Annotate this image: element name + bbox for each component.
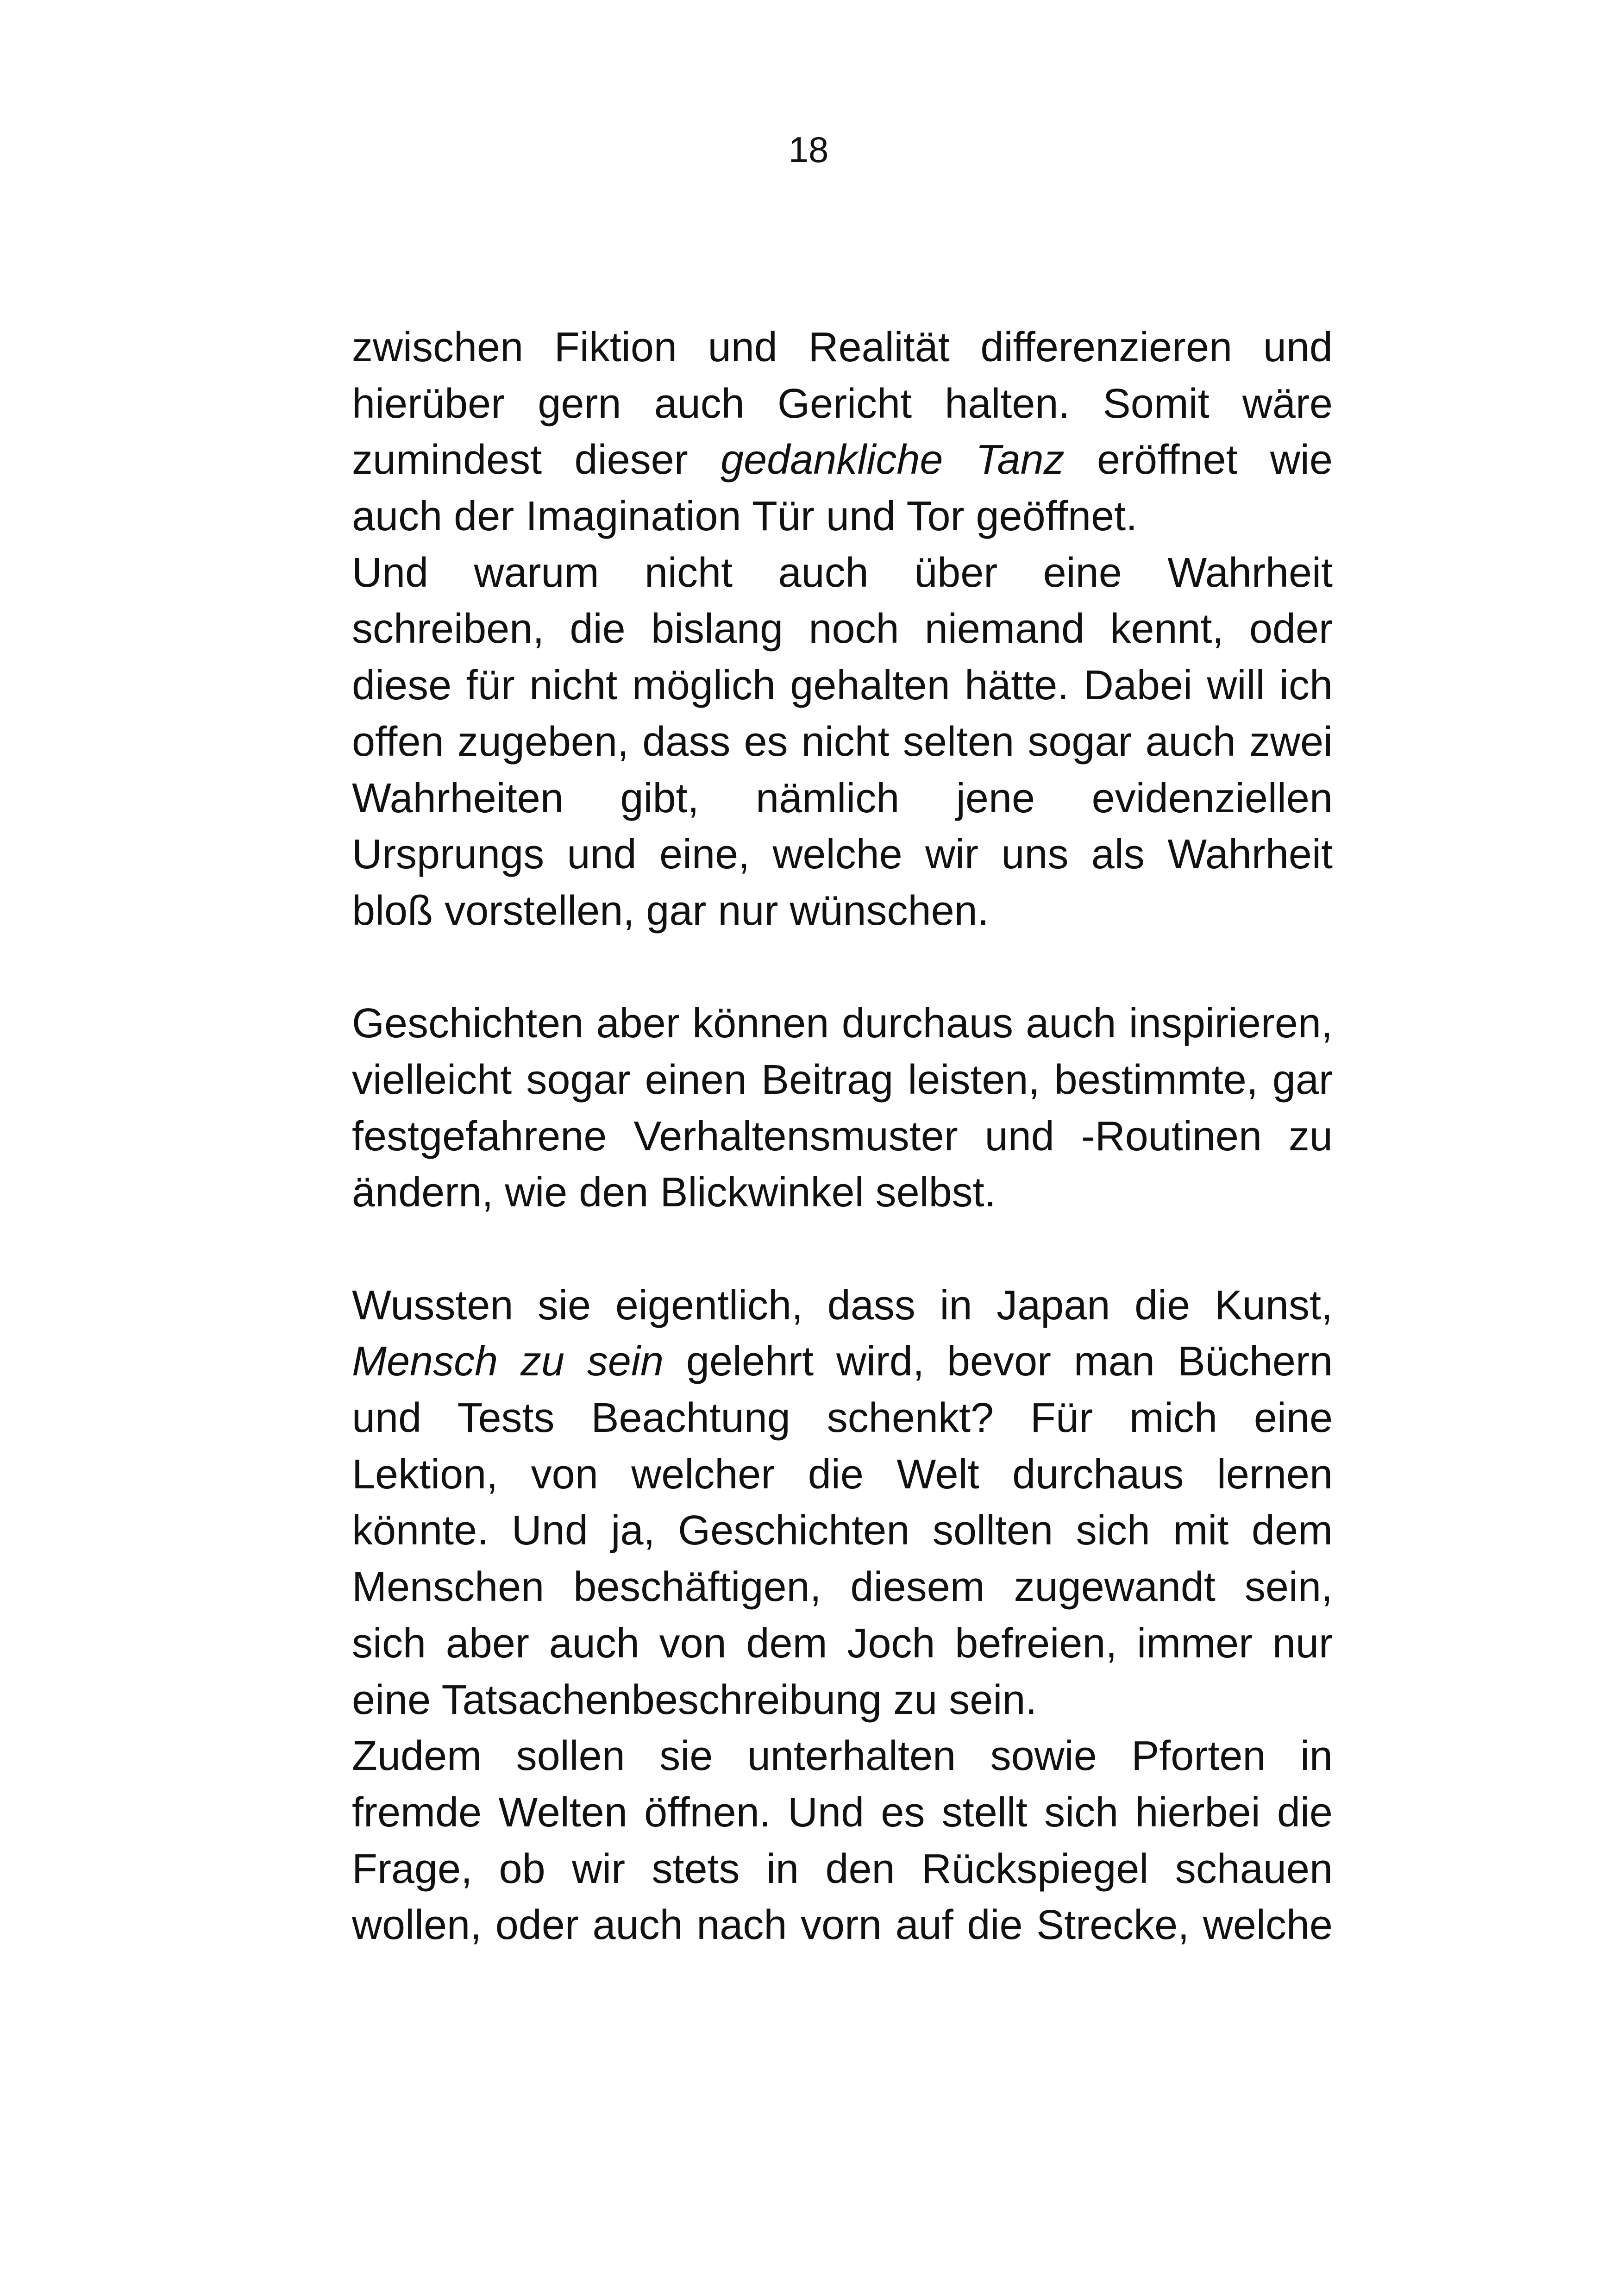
paragraph-gap — [352, 1221, 1333, 1278]
text-line: ändern, wie den Blickwinkel selbst. — [352, 1169, 996, 1216]
text-line: Ursprungs und eine, welche wir uns als Wahrheit — [352, 831, 1333, 878]
text-line: Geschichten aber können durchaus auch inspirieren, — [352, 1000, 1333, 1047]
text-line: Wahrheiten gibt, nämlich jene evidenziellen — [352, 775, 1333, 822]
paragraph — [352, 1278, 1333, 1729]
text-line: und Tests Beachtung schenkt? Für mich eine — [352, 1395, 1333, 1442]
paragraph-gap — [352, 940, 1333, 996]
text-line: festgefahrene Verhaltensmuster und -Routinen zu — [352, 1113, 1333, 1160]
page-number: 18 — [788, 129, 829, 170]
text-line: Mensch zu sein gelehrt wird, bevor man Büchern — [352, 1338, 1333, 1385]
text-line: Und warum nicht auch über eine Wahrheit — [352, 549, 1333, 596]
body-text — [352, 320, 1333, 1954]
text-line: sich aber auch von dem Joch befreien, immer nur — [352, 1620, 1333, 1667]
text-line: hierüber gern auch Gericht halten. Somit wäre — [352, 380, 1333, 427]
text-line: wollen, oder auch nach vorn auf die Strecke, welche — [352, 1902, 1333, 1949]
paragraph — [352, 320, 1333, 545]
text-line: Lektion, von welcher die Welt durchaus lernen — [352, 1451, 1333, 1498]
paragraph — [352, 1728, 1333, 1954]
text-line: Menschen beschäftigen, diesem zugewandt sein, — [352, 1564, 1333, 1611]
text-line: zwischen Fiktion und Realität differenzieren und — [352, 324, 1333, 370]
paragraph — [352, 545, 1333, 940]
text-line: Zudem sollen sie unterhalten sowie Pforten in — [352, 1733, 1333, 1780]
text-line: eine Tatsachenbeschreibung zu sein. — [352, 1676, 1037, 1723]
text-line: Wussten sie eigentlich, dass in Japan die Kunst, — [352, 1282, 1333, 1329]
text-line: diese für nicht möglich gehalten hätte. Dabei will ich — [352, 662, 1333, 709]
text-line: bloß vorstellen, gar nur wünschen. — [352, 887, 989, 934]
text-line: Frage, ob wir stets in den Rückspiegel schauen — [352, 1845, 1333, 1892]
text-line: fremde Welten öffnen. Und es stellt sich hierbei die — [352, 1789, 1333, 1836]
text-line: offen zugeben, dass es nicht selten sogar auch zwei — [352, 718, 1333, 765]
text-line: zumindest dieser gedankliche Tanz eröffnet wie — [352, 437, 1333, 483]
text-line: könnte. Und ja, Geschichten sollten sich mit dem — [352, 1507, 1333, 1554]
emphasis: gedankliche Tanz — [721, 437, 1065, 483]
text-line: vielleicht sogar einen Beitrag leisten, bestimmte, gar — [352, 1056, 1333, 1103]
text-line: schreiben, die bislang noch niemand kennt, oder — [352, 606, 1333, 652]
emphasis: Mensch zu sein — [352, 1338, 664, 1385]
text-line: auch der Imagination Tür und Tor geöffnet. — [352, 493, 1138, 540]
paragraph — [352, 996, 1333, 1221]
